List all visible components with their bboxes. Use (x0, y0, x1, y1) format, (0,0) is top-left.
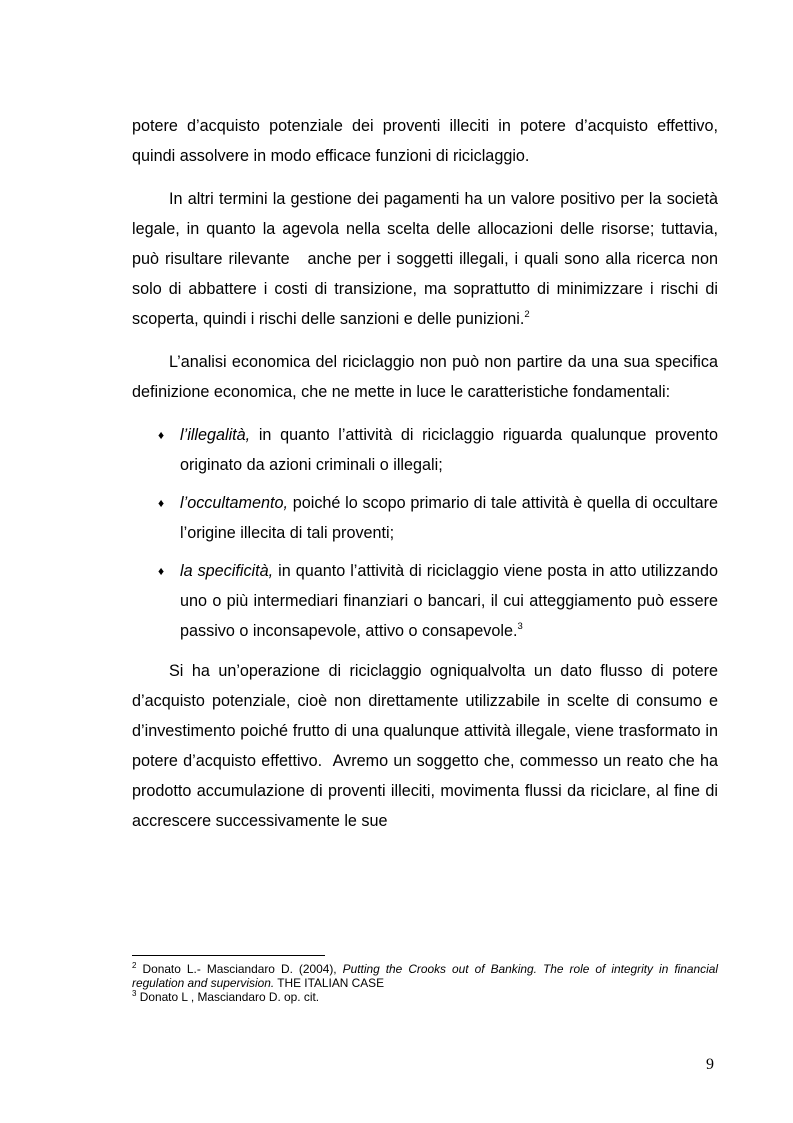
footnote-text: Donato L , Masciandaro D. op. cit. (136, 990, 320, 1004)
list-item-text: in quanto l’attività di riciclaggio viene posta in atto utilizzando uno o più intermediari finanziari o bancari, il cui atteggiamento può essere passivo o inconsapevole, attivo o consapevole. (180, 562, 718, 640)
paragraph-1: potere d’acquisto potenziale dei proventi illeciti in potere d’acquisto effettivo, quindi assolvere in modo efficace funzioni di riciclaggio. (132, 117, 718, 165)
footnote-title: Putting the Crooks out of Banking. The role of integrity in financial regulation and supervision. (132, 962, 718, 990)
paragraph-4: Si ha un’operazione di riciclaggio ogniqualvolta un dato flusso di potere d’acquisto potenziale, cioè non direttamente utilizzabile in scelte di consumo e d’investimento poiché frutto di una qualunque attività illegale, viene trasformato in potere d’acquisto effettivo. Avremo un soggetto che, commesso un reato che ha prodotto accumulazione di proventi illeciti, movimenta flussi da riciclare, al fine di accrescere successivamente le sue (132, 662, 718, 830)
diamond-bullet-icon: ♦ (158, 564, 165, 578)
main-text (132, 111, 718, 849)
paragraph-3: L’analisi economica del riciclaggio non può non partire da una sua specifica definizione economica, che ne mette in luce le caratteristiche fondamentali: (132, 353, 718, 401)
footnote-number: 3 (132, 989, 137, 998)
footnote-ref-2[interactable]: 2 (524, 309, 530, 320)
page-number: 9 (706, 1056, 714, 1073)
diamond-bullet-icon: ♦ (158, 496, 165, 510)
footnote-divider (132, 955, 325, 956)
footnote-authors: Donato L.- Masciandaro D. (2004), (136, 962, 343, 976)
diamond-bullet-icon: ♦ (158, 428, 165, 442)
paragraph-2-text: In altri termini la gestione dei pagamenti ha un valore positivo per la società legale, in quanto la agevola nella scelta delle allocazioni delle risorse; tuttavia, può risultare rilevante anche per i soggetti illegali, i quali sono alla ricerca non solo di abbattere i costi di transizione, ma soprattutto di minimizzare i rischi di scoperta, quindi i rischi delle sanzioni e delle punizioni. (132, 190, 718, 328)
list-item-term: l’illegalità, (180, 426, 251, 444)
footnotes-section (132, 962, 718, 1004)
footnote-ref-3[interactable]: 3 (517, 621, 523, 632)
characteristics-list (132, 420, 718, 646)
list-item (132, 420, 718, 480)
list-item-term: la specificità, (180, 562, 274, 580)
list-item (132, 488, 718, 548)
list-item-term: l’occultamento, (180, 494, 288, 512)
footnote-3 (132, 990, 718, 1004)
footnote-suffix: THE ITALIAN CASE (274, 976, 385, 990)
list-item-text: poiché lo scopo primario di tale attività è quella di occultare l’origine illecita di tali proventi; (180, 494, 718, 542)
list-item (132, 556, 718, 646)
list-item-text: in quanto l’attività di riciclaggio riguarda qualunque provento originato da azioni criminali o illegali; (180, 426, 718, 474)
footnote-2 (132, 962, 718, 990)
footnote-number: 2 (132, 961, 137, 970)
paragraph-2 (132, 184, 718, 334)
